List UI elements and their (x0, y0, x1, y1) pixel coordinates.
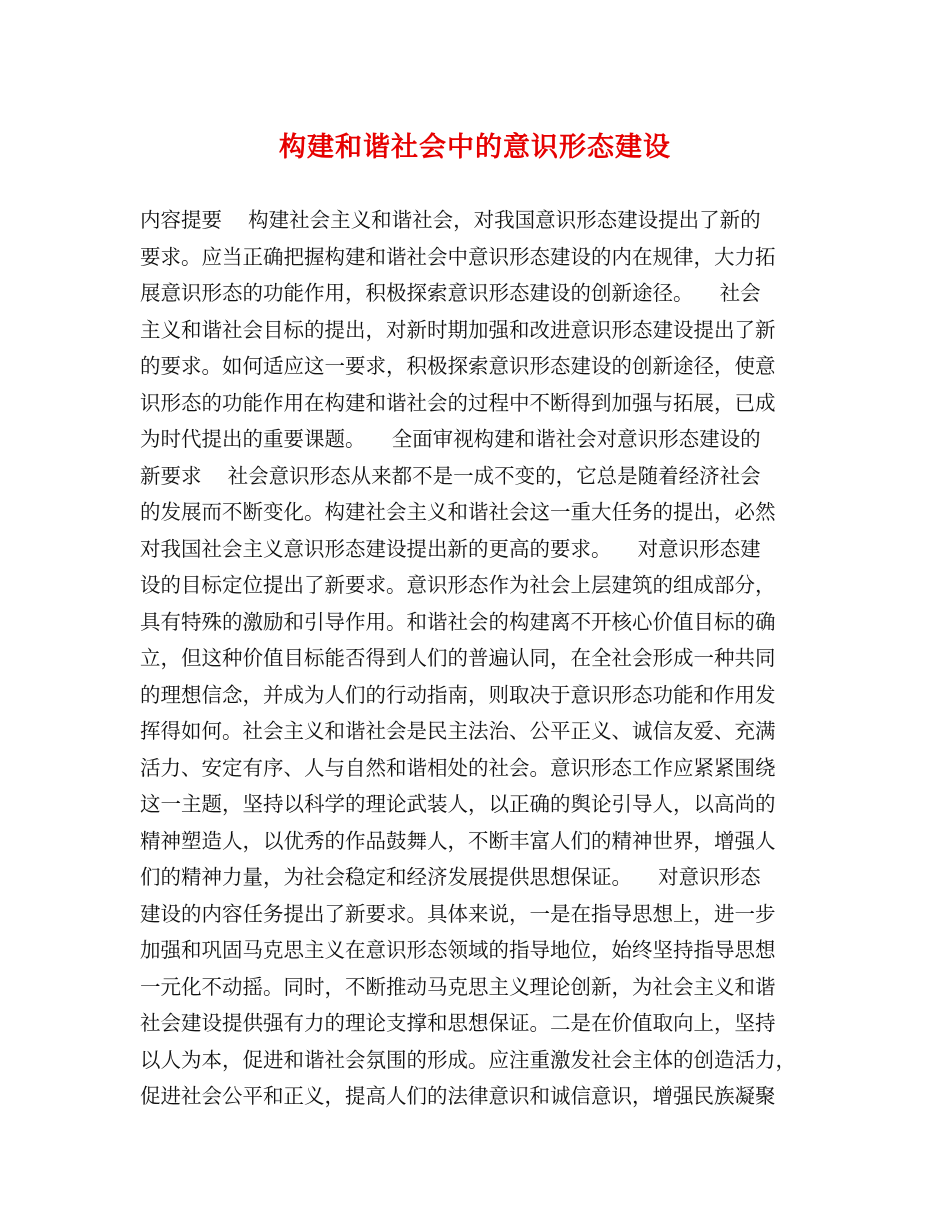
body-text-line: 内容提要 构建社会主义和谐社会，对我国意识形态建设提出了新的 (140, 208, 761, 232)
body-text-line: 要求。应当正确把握构建和谐社会中意识形态建设的内在规律，大力拓 (140, 244, 776, 269)
body-text-line: 的要求。如何适应这一要求，积极探索意识形态建设的创新途径，使意 (140, 354, 776, 378)
body-text-line: 主义和谐社会目标的提出，对新时期加强和改进意识形态建设提出了新 (140, 317, 776, 342)
body-text-line: 挥得如何。社会主义和谐社会是民主法治、公平正义、诚信友爱、充满 (140, 719, 776, 743)
body-text-line: 建设的内容任务提出了新要求。具体来说，一是在指导思想上，进一步 (140, 901, 776, 926)
body-text-line: 社会建设提供强有力的理论支撑和思想保证。二是在价值取向上，坚持 (140, 1011, 776, 1035)
body-text-line: 精神塑造人，以优秀的作品鼓舞人，不断丰富人们的精神世界，增强人 (140, 828, 776, 853)
body-text-line: 识形态的功能作用在构建和谐社会的过程中不断得到加强与拓展，已成 (140, 390, 776, 415)
document-title: 构建和谐社会中的意识形态建设 (279, 132, 671, 163)
body-text-line: 们的精神力量，为社会稳定和经济发展提供思想保证。 对意识形态 (140, 865, 761, 889)
document-body (140, 202, 830, 1115)
body-text-line: 具有特殊的激励和引导作用。和谐社会的构建离不开核心价值目标的确 (140, 609, 776, 634)
body-text-line: 这一主题，坚持以科学的理论武装人，以正确的舆论引导人，以高尚的 (140, 792, 776, 816)
body-text-line: 展意识形态的功能作用，积极探索意识形态建设的创新途径。 社会 (140, 281, 761, 305)
body-text-line: 为时代提出的重要课题。 全面审视构建和谐社会对意识形态建设的 (140, 427, 761, 451)
body-text-line: 新要求 社会意识形态从来都不是一成不变的，它总是随着经济社会 (140, 463, 761, 488)
body-text-line: 的理想信念，并成为人们的行动指南，则取决于意识形态功能和作用发 (140, 682, 776, 707)
body-text-line: 以人为本，促进和谐社会氛围的形成。应注重激发社会主体的创造活力， (140, 1047, 796, 1072)
body-text-line: 立，但这种价值目标能否得到人们的普遍认同，在全社会形成一种共同 (140, 646, 776, 670)
body-text-line: 加强和巩固马克思主义在意识形态领域的指导地位，始终坚持指导思想 (140, 938, 776, 962)
body-text-line: 的发展而不断变化。构建社会主义和谐社会这一重大任务的提出，必然 (140, 500, 776, 524)
body-text-line: 促进社会公平和正义，提高人们的法律意识和诚信意识，增强民族凝聚 (140, 1084, 776, 1108)
body-text-line: 设的目标定位提出了新要求。意识形态作为社会上层建筑的组成部分， (140, 573, 776, 597)
body-text-line: 活力、安定有序、人与自然和谐相处的社会。意识形态工作应紧紧围绕 (140, 755, 776, 780)
body-text-line: 对我国社会主义意识形态建设提出新的更高的要求。 对意识形态建 (140, 536, 761, 561)
body-text-line: 一元化不动摇。同时，不断推动马克思主义理论创新，为社会主义和谐 (140, 974, 776, 999)
